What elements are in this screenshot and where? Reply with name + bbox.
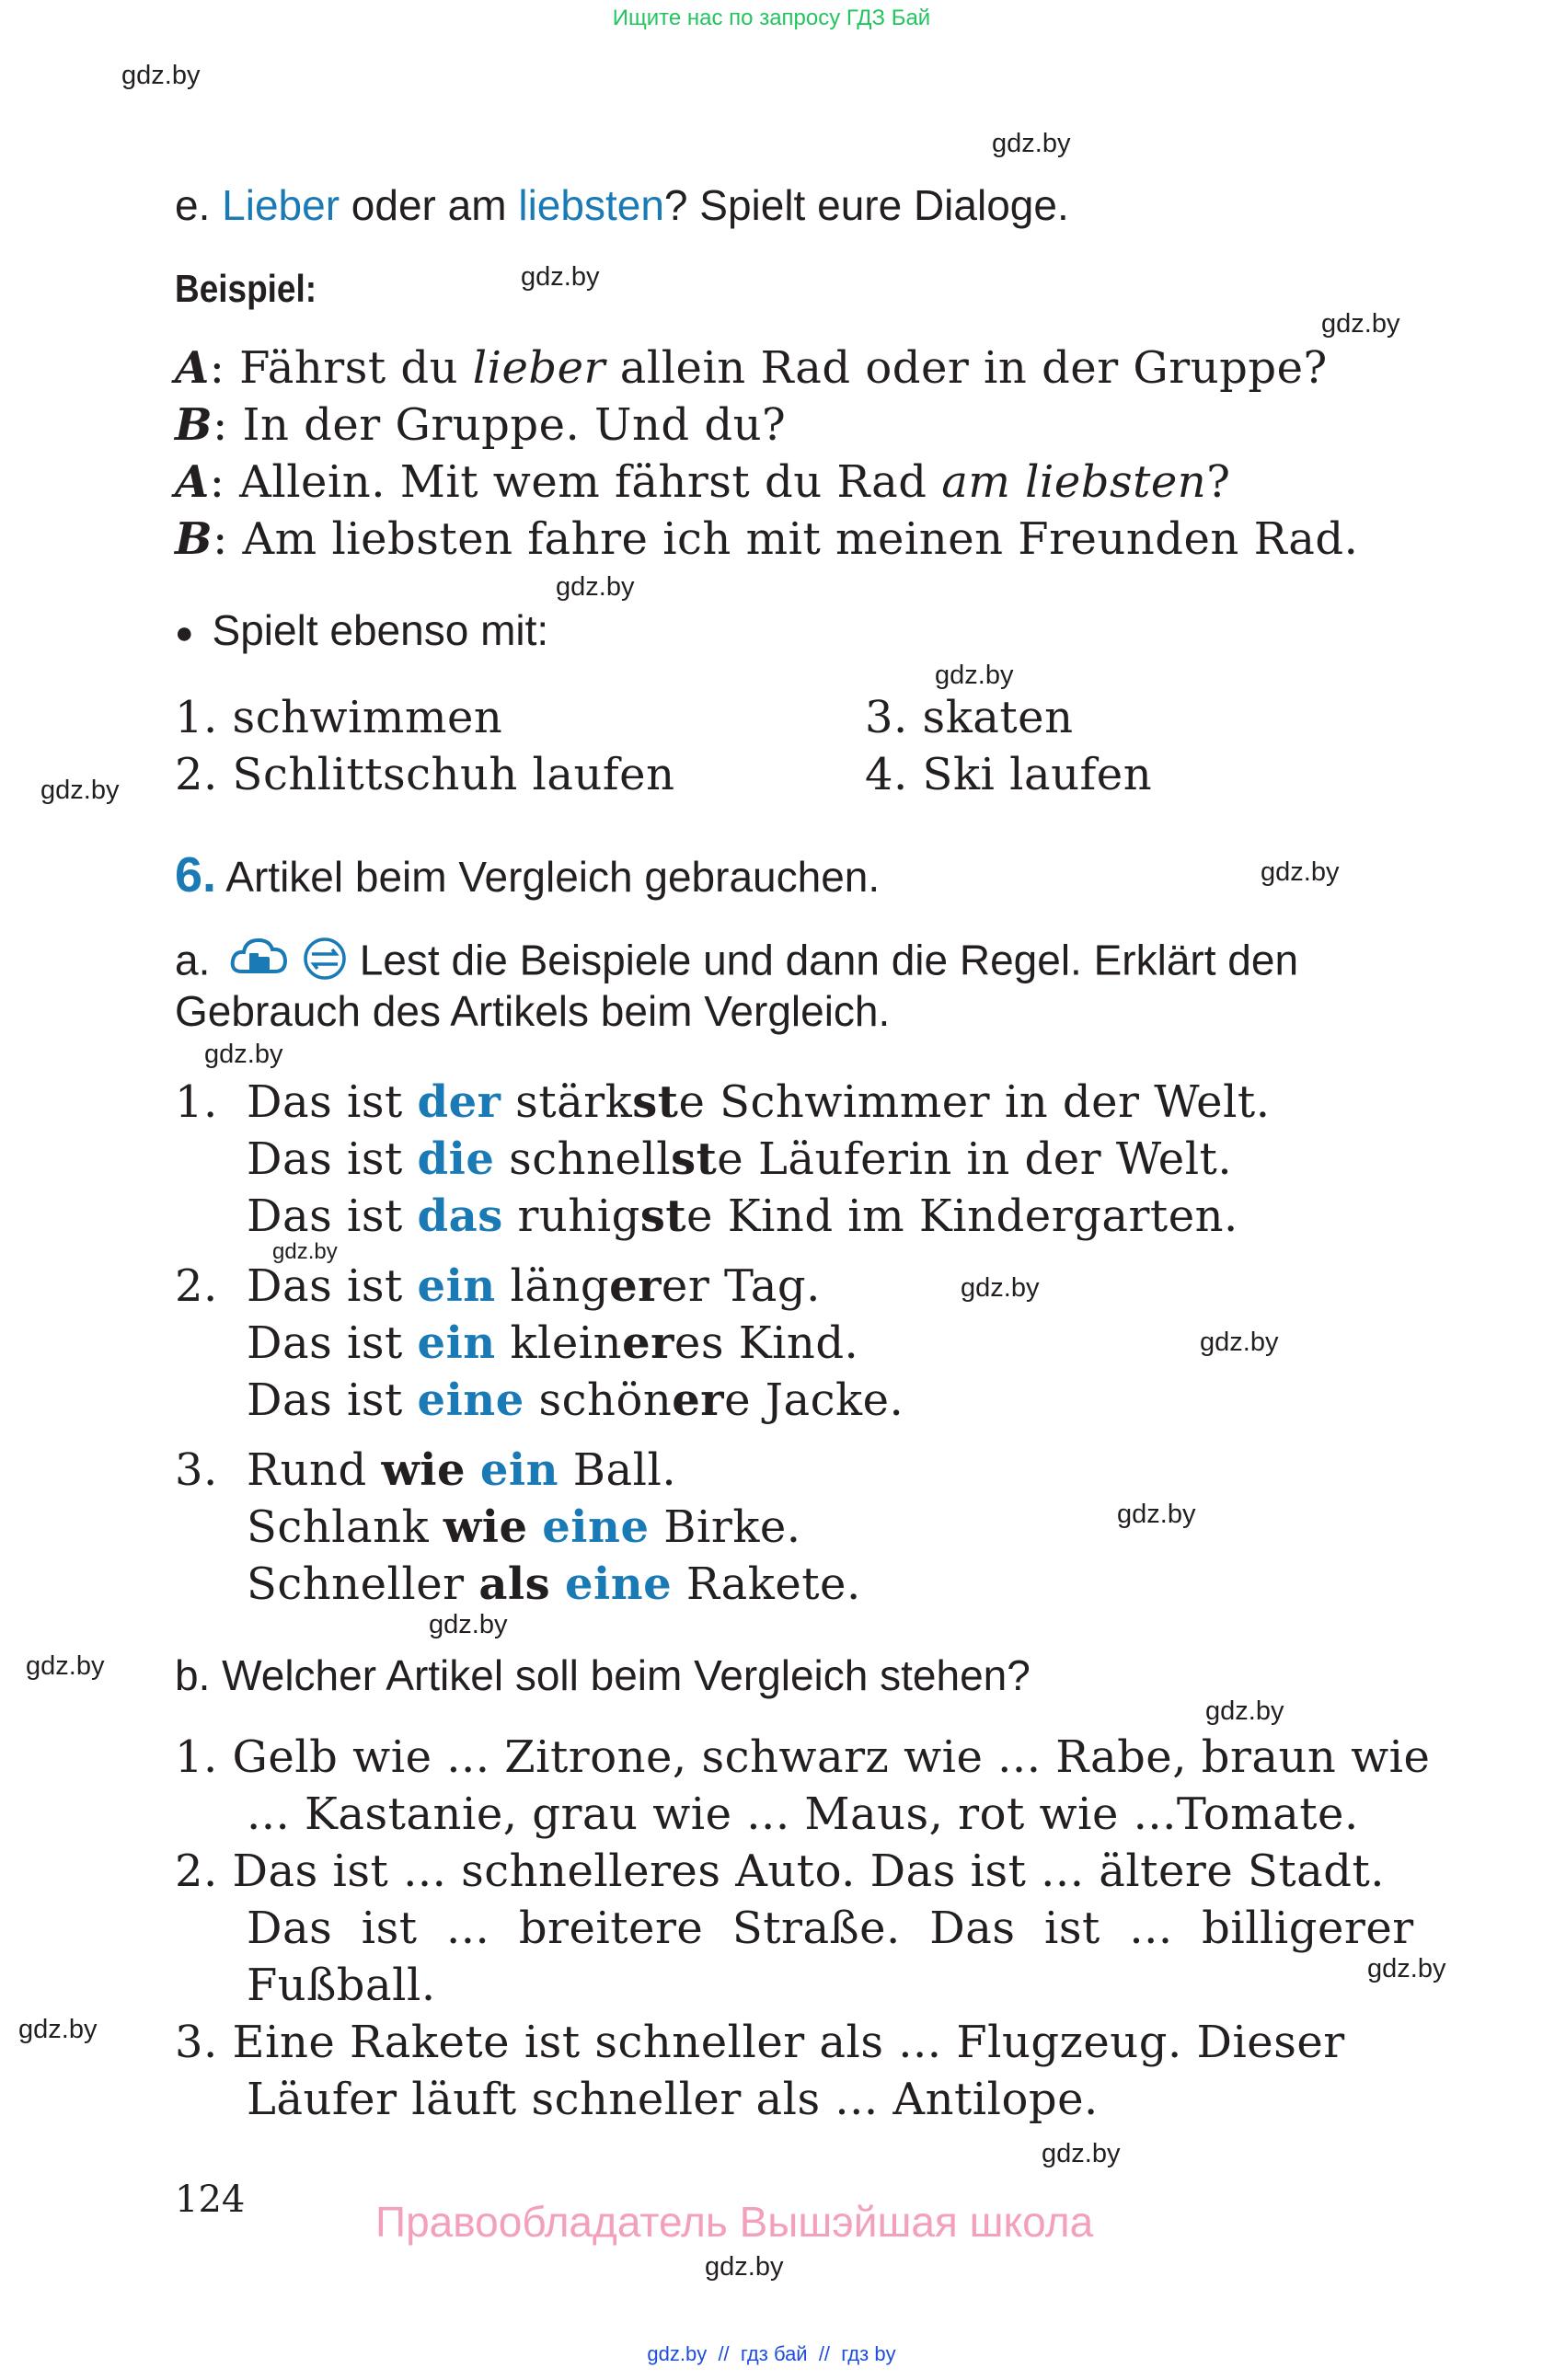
example-text: e Kind im Kindergarten. <box>686 1190 1238 1242</box>
exercise-line: 1. Gelb wie ... Zitrone, schwarz wie ... Rabe, braun wie <box>175 1731 1431 1783</box>
watermark: gdz.by <box>1117 1500 1196 1529</box>
ending: st <box>671 1133 718 1185</box>
example-text: Schlank <box>247 1501 443 1553</box>
audio-circle-icon[interactable] <box>302 936 348 992</box>
rights-holder: Правообладатель Вышэйшая школа <box>375 2198 1094 2246</box>
watermark: gdz.by <box>961 1273 1040 1303</box>
ending: st <box>639 1190 687 1242</box>
task-6a-instruction-2: Gebrauch des Artikels beim Vergleich. <box>175 987 891 1035</box>
example-line <box>247 1190 1238 1242</box>
speaker: A <box>175 342 210 394</box>
example-line <box>247 1133 1232 1185</box>
watermark: gdz.by <box>121 61 201 90</box>
dialog-line <box>175 456 1230 508</box>
exercise-line: Fußball. <box>247 1960 436 2011</box>
section-letter: e. <box>175 181 211 229</box>
option-item: 2. Schlittschuh laufen <box>175 749 675 800</box>
keyword: als <box>478 1558 551 1610</box>
article: eine <box>564 1558 673 1610</box>
speaker: B <box>175 399 213 451</box>
task-6b-question: b. Welcher Artikel soll beim Vergleich stehen? <box>175 1651 1031 1699</box>
watermark: gdz.by <box>521 262 600 292</box>
example-text: Rund <box>247 1444 382 1496</box>
task-6-heading <box>175 846 880 903</box>
dialog-text: : Fährst du <box>209 342 473 394</box>
dialog-text: : In der Gruppe. Und du? <box>213 399 787 451</box>
example-text: Rakete. <box>672 1558 861 1610</box>
watermark: gdz.by <box>1321 309 1400 339</box>
article: eine <box>417 1374 524 1426</box>
speaker: B <box>175 513 213 565</box>
dialog-line <box>175 513 1358 565</box>
watermark: gdz.by <box>556 572 635 602</box>
dialog-text: : Am liebsten fahre ich mit meinen Freunden Rad. <box>213 513 1359 565</box>
example-text: Das ist <box>247 1076 418 1128</box>
example-line <box>247 1076 1270 1128</box>
example-text: Das ist <box>247 1374 418 1426</box>
example-number: 1. <box>175 1076 218 1128</box>
keyword: wie <box>381 1444 466 1496</box>
watermark: gdz.by <box>429 1610 508 1639</box>
option-item: 1. schwimmen <box>175 692 503 743</box>
option-item: 3. skaten <box>865 692 1074 743</box>
ending: er <box>672 1374 725 1426</box>
heading-text: oder am <box>340 181 519 229</box>
example-text: Ball. <box>558 1444 677 1496</box>
dialog-line <box>175 342 1328 394</box>
instruction-line <box>175 605 548 655</box>
example-line <box>247 1260 821 1312</box>
example-line <box>247 1558 861 1610</box>
example-text: schnell <box>494 1133 672 1185</box>
watermark: gdz.by <box>272 1239 338 1264</box>
watermark: gdz.by <box>204 1040 283 1069</box>
article: ein <box>479 1444 558 1496</box>
article: ein <box>417 1317 496 1369</box>
example-text: Das ist <box>247 1190 418 1242</box>
article: die <box>417 1133 495 1185</box>
example-text: schön <box>524 1374 673 1426</box>
footer-links[interactable]: gdz.by // гдз бай // гдз by <box>647 2342 896 2365</box>
dialog-text: : Allein. Mit wem fährst du Rad <box>209 456 942 508</box>
example-line <box>247 1374 904 1426</box>
task-6a-instruction <box>175 935 1298 993</box>
article: das <box>417 1190 503 1242</box>
exercise-line: 2. Das ist ... schnelleres Auto. Das ist ... ältere Stadt. <box>175 1845 1386 1897</box>
emphasis: am liebsten <box>941 456 1207 508</box>
search-hint: Ищите нас по запросу ГДЗ Бай <box>612 6 931 30</box>
dialog-text: allein Rad oder in der Gruppe? <box>605 342 1328 394</box>
watermark: gdz.by <box>18 2015 98 2044</box>
example-text: Schneller <box>247 1558 479 1610</box>
watermark: gdz.by <box>1205 1696 1284 1726</box>
sub-letter: a. <box>175 936 211 984</box>
exercise-line: Das ist ... breitere Straße. Das ist ... billigerer <box>247 1903 1414 1954</box>
example-text: Das ist <box>247 1317 418 1369</box>
option-item: 4. Ski laufen <box>865 749 1153 800</box>
example-number: 2. <box>175 1260 218 1312</box>
example-number: 3. <box>175 1444 218 1496</box>
ending: er <box>609 1260 662 1312</box>
beispiel-label: Beispiel: <box>175 267 317 310</box>
article: ein <box>417 1260 496 1312</box>
instruction-text: Lest die Beispiele und dann die Regel. Erklärt den <box>347 936 1299 984</box>
keyword: wie <box>443 1501 528 1553</box>
watermark: gdz.by <box>26 1651 105 1681</box>
article: der <box>417 1076 501 1128</box>
example-line <box>247 1444 676 1496</box>
watermark: gdz.by <box>992 129 1071 158</box>
instruction-text: Spielt ebenso mit: <box>212 606 549 654</box>
example-text: klein <box>495 1317 623 1369</box>
exercise-line: 3. Eine Rakete ist schneller als ... Flugzeug. Dieser <box>175 2017 1345 2068</box>
watermark: gdz.by <box>1200 1328 1279 1357</box>
watermark: gdz.by <box>1042 2139 1121 2168</box>
example-text: e Schwimmer in der Welt. <box>678 1076 1271 1128</box>
example-text: Das ist <box>247 1133 418 1185</box>
bullet-icon: ● <box>175 615 194 651</box>
watermark: gdz.by <box>40 776 120 805</box>
dialog-line <box>175 399 786 451</box>
task-number: 6. <box>175 847 217 903</box>
watermark: gdz.by <box>705 2252 784 2282</box>
example-text: läng <box>495 1260 610 1312</box>
example-text: stärk <box>501 1076 633 1128</box>
article: eine <box>542 1501 650 1553</box>
example-text: es Kind. <box>674 1317 859 1369</box>
speaker: A <box>175 456 210 508</box>
example-text: Birke. <box>649 1501 801 1553</box>
ending: er <box>622 1317 674 1369</box>
example-text: er Tag. <box>661 1260 821 1312</box>
cloud-folder-icon[interactable] <box>229 935 290 993</box>
example-line <box>247 1317 858 1369</box>
watermark: gdz.by <box>935 661 1014 690</box>
exercise-line: ... Kastanie, grau wie ... Maus, rot wie ...Tomate. <box>247 1788 1359 1840</box>
task-title: Artikel beim Vergleich gebrauchen. <box>225 853 881 901</box>
example-line <box>247 1501 801 1553</box>
dialog-text: ? <box>1206 456 1231 508</box>
exercise-line: Läufer läuft schneller als ... Antilope. <box>247 2074 1099 2125</box>
watermark: gdz.by <box>1367 1954 1446 1983</box>
heading-text: ? Spielt eure Dialoge. <box>663 181 1069 229</box>
keyword-lieber: Lieber <box>222 181 340 229</box>
page-number: 124 <box>175 2179 246 2221</box>
example-text: ruhig <box>502 1190 640 1242</box>
example-text: Das ist <box>247 1260 418 1312</box>
ending: st <box>632 1076 679 1128</box>
section-e-heading <box>175 180 1069 230</box>
example-text: e Läuferin in der Welt. <box>717 1133 1233 1185</box>
emphasis: lieber <box>472 342 605 394</box>
example-text: e Jacke. <box>724 1374 904 1426</box>
watermark: gdz.by <box>1261 857 1340 887</box>
keyword-liebsten: liebsten <box>518 181 664 229</box>
